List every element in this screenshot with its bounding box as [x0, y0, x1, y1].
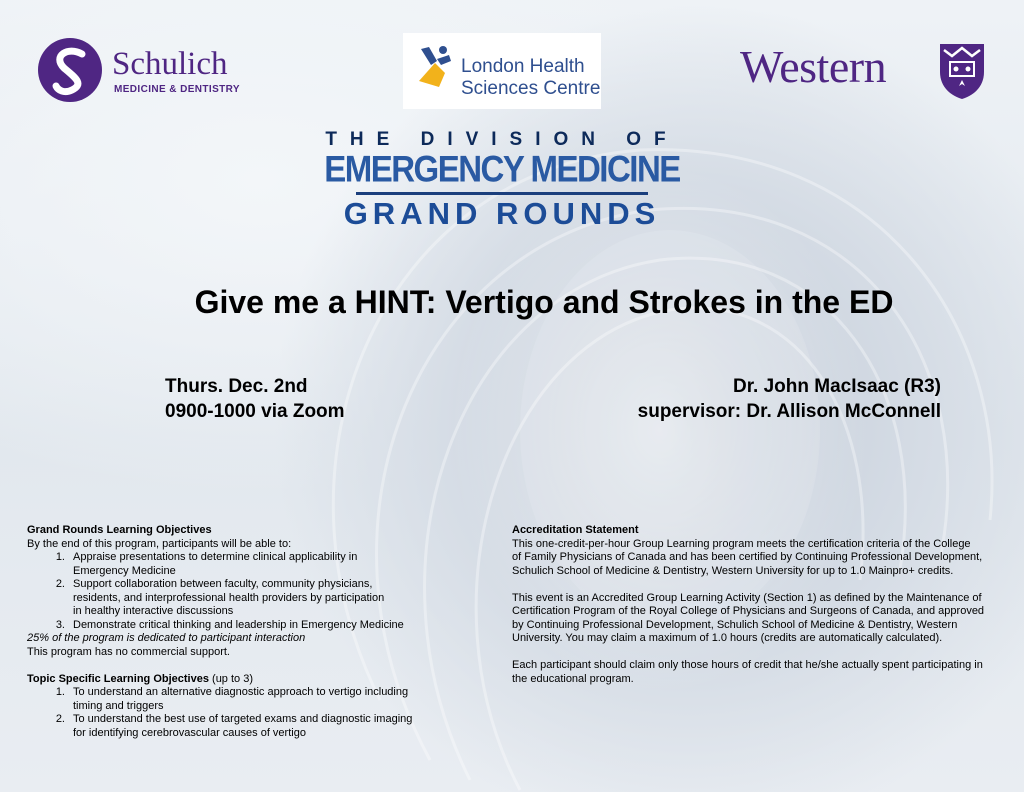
paragraph-line: the educational program.: [512, 672, 634, 685]
western-crest-icon: [938, 42, 986, 100]
topic-heading-line: [27, 673, 467, 687]
banner-divider: [356, 192, 648, 195]
paragraph-line: Schulich School of Medicine & Dentistry, Western University for up to 1.0 Mainpro+ credits.: [512, 564, 954, 577]
list-number: 3.: [55, 618, 65, 631]
lhsc-name-line2: Sciences Centre: [461, 78, 601, 99]
list-item: [27, 619, 467, 633]
supervisor-name: supervisor: Dr. Allison McConnell: [637, 401, 941, 422]
list-line: To understand an alternative diagnostic approach to vertigo including: [73, 686, 409, 698]
topic-heading-note: (up to 3): [208, 672, 253, 685]
banner-division-text: THE DIVISION OF: [325, 129, 679, 150]
schulich-emblem-icon: [38, 38, 102, 102]
event-when: [165, 374, 345, 424]
list-text: [73, 686, 467, 713]
accreditation-column: [512, 524, 1012, 686]
paragraph-line: by Continuing Professional Development, Schulich School of Medicine & Dentistry, Western: [512, 618, 958, 631]
list-number: 1.: [55, 686, 65, 698]
list-line: Demonstrate critical thinking and leadership in Emergency Medicine: [73, 618, 404, 631]
spacer: [27, 659, 467, 673]
list-line: Emergency Medicine: [73, 564, 176, 577]
speaker-name: Dr. John MacIsaac (R3): [732, 376, 941, 397]
event-presenters: [638, 374, 941, 424]
accreditation-paragraph-3: [512, 659, 1012, 686]
topic-objectives-list: [27, 686, 467, 740]
list-item: [27, 686, 467, 713]
event-time: 0900-1000 via Zoom: [165, 401, 345, 422]
schulich-logo: [38, 38, 248, 102]
talk-title: Give me a HINT: Vertigo and Strokes in the ED: [194, 284, 894, 320]
accreditation-heading: Accreditation Statement: [512, 524, 639, 536]
banner-grand-rounds: GRAND ROUNDS: [343, 196, 661, 231]
list-number: 2.: [55, 713, 65, 725]
interaction-note: 25% of the program is dedicated to participant interaction: [27, 632, 306, 644]
list-text: [73, 578, 467, 619]
list-item: [27, 713, 467, 740]
learning-objectives-column: [27, 524, 467, 740]
paragraph-line: of Family Physicians of Canada and has been certified by Continuing Professional Development,: [512, 551, 983, 563]
list-line: To understand the best use of targeted exams and diagnostic imaging: [73, 713, 413, 725]
topic-heading: Topic Specific Learning Objectives: [27, 672, 209, 685]
spacer: [512, 646, 1012, 660]
accreditation-paragraph-1: [512, 538, 1012, 579]
list-line: Support collaboration between faculty, community physicians,: [73, 578, 373, 590]
spacer: [512, 578, 1012, 592]
paragraph-line: University. You may claim a maximum of 1.0 hours (credits are automatically calculated).: [512, 632, 943, 644]
list-number: 2.: [55, 578, 65, 590]
lhsc-figure-icon: [415, 43, 455, 91]
accreditation-paragraph-2: [512, 592, 1012, 646]
list-line: in healthy interactive discussions: [73, 605, 234, 617]
paragraph-line: This one-credit-per-hour Group Learning program meets the certification criteria of the College: [512, 537, 971, 550]
list-item: [27, 551, 467, 578]
paragraph-line: This event is an Accredited Group Learning Activity (Section 1) as defined by the Maintenance of: [512, 591, 982, 604]
lhsc-name-line1: London Health: [461, 56, 585, 77]
list-text: [73, 551, 467, 578]
banner-emergency-medicine: EMERGENCY MEDICINE: [324, 147, 680, 190]
paragraph-line: Each participant should claim only those hours of credit that he/she actually spent participating in: [512, 659, 983, 671]
list-line: for identifying cerebrovascular causes of vertigo: [73, 726, 306, 739]
western-name: Western: [740, 41, 887, 92]
list-text: [73, 619, 467, 633]
list-line: timing and triggers: [73, 699, 164, 712]
objectives-list: [27, 551, 467, 632]
objectives-intro: By the end of this program, participants will be able to:: [27, 537, 292, 550]
commercial-support-note: This program has no commercial support.: [27, 645, 230, 658]
list-line: residents, and interprofessional health providers by participation: [73, 591, 385, 604]
list-item: [27, 578, 467, 619]
western-logo: [740, 40, 990, 102]
schulich-name: Schulich: [112, 46, 228, 82]
lhsc-logo: [403, 33, 601, 109]
schulich-subtitle: MEDICINE & DENTISTRY: [114, 84, 240, 95]
event-date: Thurs. Dec. 2nd: [165, 376, 308, 397]
paragraph-line: Certification Program of the Royal College of Physicians and Surgeons of Canada, and approved: [512, 605, 985, 617]
list-number: 1.: [55, 551, 65, 563]
list-text: [73, 713, 467, 740]
list-line: Appraise presentations to determine clinical applicability in: [73, 551, 358, 563]
division-banner: [310, 130, 694, 230]
objectives-heading: Grand Rounds Learning Objectives: [27, 524, 212, 536]
